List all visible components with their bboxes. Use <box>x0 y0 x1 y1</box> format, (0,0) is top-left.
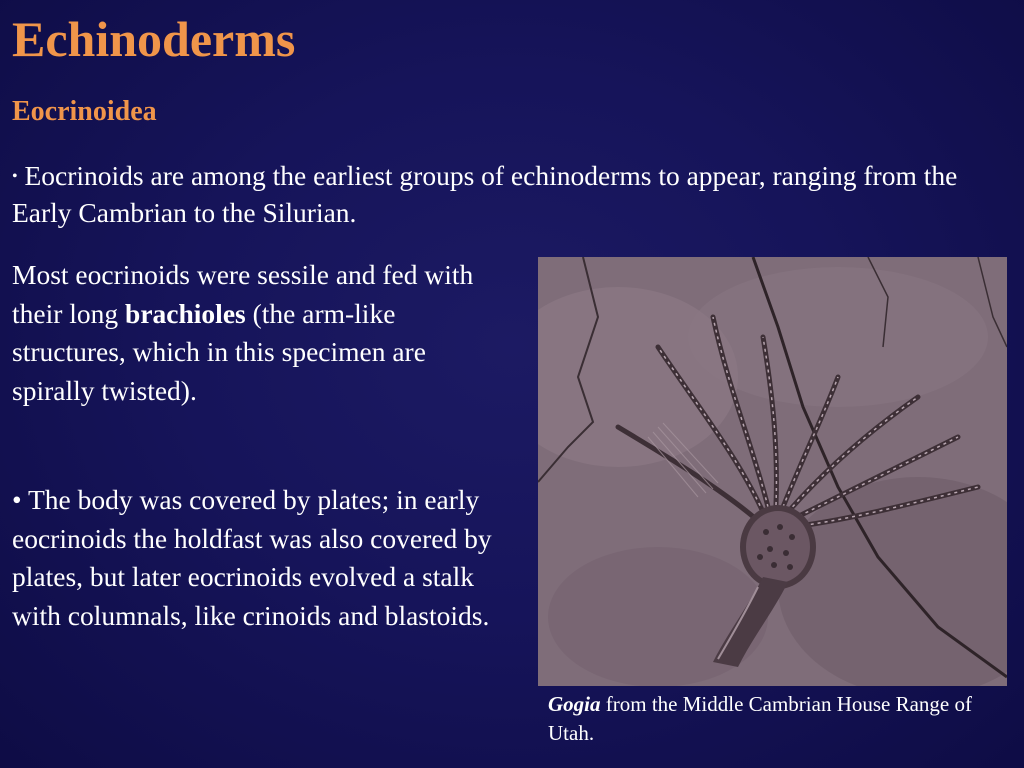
photo-caption <box>548 690 988 749</box>
caption-text: from the Middle Cambrian House Range of Utah. <box>548 692 972 746</box>
intro-paragraph <box>12 157 1012 232</box>
gogia-fossil-photo <box>538 257 1007 686</box>
para1-text-after: (the arm-like structures, which in this specimen are spirally twisted). <box>12 297 426 406</box>
slide-subtitle: Eocrinoidea <box>12 96 157 127</box>
intro-text: Eocrinoids are among the earliest groups of echinoderms to appear, ranging from the Early Cambrian to the Silurian. <box>12 160 958 229</box>
caption-genus: Gogia <box>548 692 601 716</box>
slide-title: Echinoderms <box>12 11 296 67</box>
brachioles-paragraph <box>12 256 492 410</box>
bullet-icon: • <box>12 168 18 185</box>
para1-text-before: Most eocrinoids were sessile and fed with their long <box>12 259 474 329</box>
brachioles-term: brachioles <box>125 297 246 329</box>
body-plates-paragraph: • The body was covered by plates; in early eocrinoids the holdfast was also covered by plates, but later eocrinoids evolved a stalk with columnals, like crinoids and blastoids. <box>12 484 492 631</box>
